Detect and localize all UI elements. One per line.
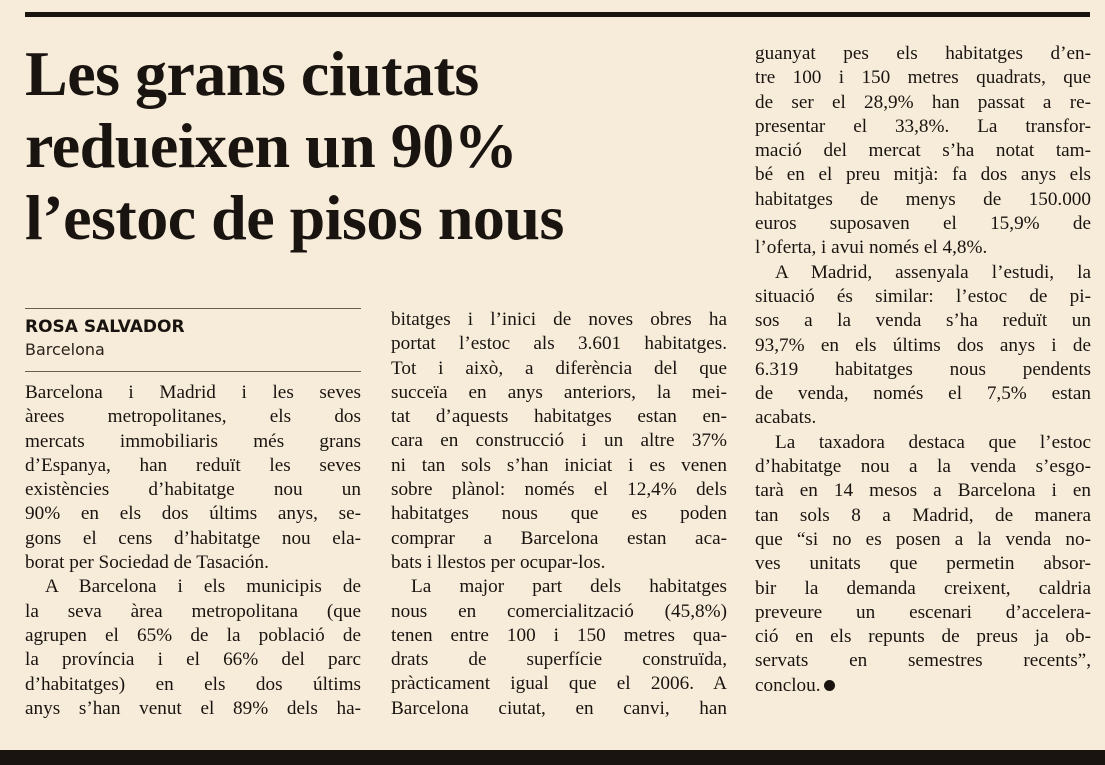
text-line: bitatges i l’inici de noves obres ha xyxy=(391,309,727,330)
text-line: existències d’habitatge nou un xyxy=(25,479,361,501)
text-line: La major part dels habitatges xyxy=(411,576,727,598)
byline-top-rule xyxy=(25,308,361,309)
headline xyxy=(25,38,745,254)
text-line: d’Espanya, han reduït les seves xyxy=(25,454,361,476)
text-line: sobre plànol: només el 12,4% dels xyxy=(391,479,727,501)
text-line: A Madrid, assenyala l’estudi, la xyxy=(775,261,1091,283)
text-line: tenen entre 100 i 150 metres qua- xyxy=(391,624,727,646)
text-line: situació és similar: l’estoc de pi- xyxy=(755,285,1091,307)
text-line: Tot i això, a diferència del que xyxy=(391,357,727,379)
text-line: tarà en 14 mesos a Barcelona i en xyxy=(755,480,1091,502)
text-line: la seva àrea metropolitana (que xyxy=(25,600,361,622)
byline-bottom-rule xyxy=(25,371,361,372)
end-mark-icon xyxy=(824,680,835,691)
text-line: La taxadora destaca que l’estoc xyxy=(775,431,1091,453)
text-line: succeïa en anys anteriors, la mei- xyxy=(391,381,727,403)
text-line: habitatges nous que es poden xyxy=(391,503,727,525)
text-line: Barcelona i Madrid i les seves xyxy=(25,382,361,403)
text-line: ves unitats que permetin absor- xyxy=(755,553,1091,575)
headline-line-1: Les grans ciutats xyxy=(25,38,479,109)
text-line: borat per Sociedad de Tasación. xyxy=(25,552,269,574)
text-line: euros suposaven el 15,9% de xyxy=(755,213,1091,235)
text-line: pràcticament igual que el 2006. A xyxy=(391,673,727,695)
text-line: d’habitatges) en els dos últims xyxy=(25,673,361,695)
text-line: agrupen el 65% de la població de xyxy=(25,624,361,646)
text-line: preveure un escenari d’accelera- xyxy=(755,601,1091,623)
text-line: servats en semestres recents”, xyxy=(755,650,1091,672)
text-line: gons el cens d’habitatge nou ela- xyxy=(25,527,361,549)
article-column-3 xyxy=(755,42,1091,698)
article-column-1 xyxy=(25,381,361,721)
text-line: presentar el 33,8%. La transfor- xyxy=(755,115,1091,137)
text-line: 90% en els dos últims anys, se- xyxy=(25,503,361,525)
text-line: àrees metropolitanes, els dos xyxy=(25,406,361,428)
text-line: mercats immobiliaris més grans xyxy=(25,430,361,452)
text-line: A Barcelona i els municipis de xyxy=(45,576,361,598)
text-line: bir la demanda creixent, caldria xyxy=(755,577,1091,599)
text-line: drats de superfície construïda, xyxy=(391,649,727,671)
text-line: guanyat pes els habitatges d’en- xyxy=(755,43,1091,64)
text-line: cara en construcció i un altre 37% xyxy=(391,430,727,452)
text-line: nous en comercialització (45,8%) xyxy=(391,600,727,622)
text-line: anys s’han venut el 89% dels ha- xyxy=(25,697,361,719)
text-line: portat l’estoc als 3.601 habitatges. xyxy=(391,333,727,355)
text-line-final xyxy=(755,674,1091,698)
text-line: que “si no es posen a la venda no- xyxy=(755,528,1091,550)
text-line: 6.319 habitatges nous pendents xyxy=(755,358,1091,380)
text-line: tre 100 i 150 metres quadrats, que xyxy=(755,67,1091,89)
text-line: acabats. xyxy=(755,407,817,429)
text-line: Barcelona ciutat, en canvi, han xyxy=(391,697,727,719)
text-line: d’habitatge nou a la venda s’esgo- xyxy=(755,456,1091,478)
text-line: bats i llestos per ocupar-los. xyxy=(391,551,606,573)
text-line: habitatges de menys de 150.000 xyxy=(755,188,1091,210)
headline-line-3: l’estoc de pisos nous xyxy=(25,182,564,253)
text-line: la província i el 66% del parc xyxy=(25,649,361,671)
text-line: mació del mercat s’ha notat tam- xyxy=(755,140,1091,162)
text-line: 93,7% en els últims dos anys i de xyxy=(755,334,1091,356)
author-location: Barcelona xyxy=(25,340,105,359)
bottom-bar xyxy=(0,750,1105,765)
text-line: comprar a Barcelona estan aca- xyxy=(391,527,727,549)
text-line: de venda, només el 7,5% estan xyxy=(755,383,1091,405)
text-line: l’oferta, i avui només el 4,8%. xyxy=(755,237,988,259)
text-line: tat d’aquests habitatges estan en- xyxy=(391,406,727,428)
text-line: ni tan sols s’han iniciat i es venen xyxy=(391,454,727,476)
text-line: de ser el 28,9% han passat a re- xyxy=(755,91,1091,113)
headline-line-2: redueixen un 90% xyxy=(25,110,518,181)
article-column-2 xyxy=(391,308,727,721)
top-rule xyxy=(25,12,1090,17)
text-line: sos a la venda s’ha reduït un xyxy=(755,310,1091,332)
final-word: conclou. xyxy=(755,674,821,696)
text-line: ció en els repunts de preus ja ob- xyxy=(755,626,1091,648)
text-line: tan sols 8 a Madrid, de manera xyxy=(755,504,1091,526)
author-name: ROSA SALVADOR xyxy=(25,317,185,337)
text-line: bé en el preu mitjà: fa dos anys els xyxy=(755,164,1091,186)
